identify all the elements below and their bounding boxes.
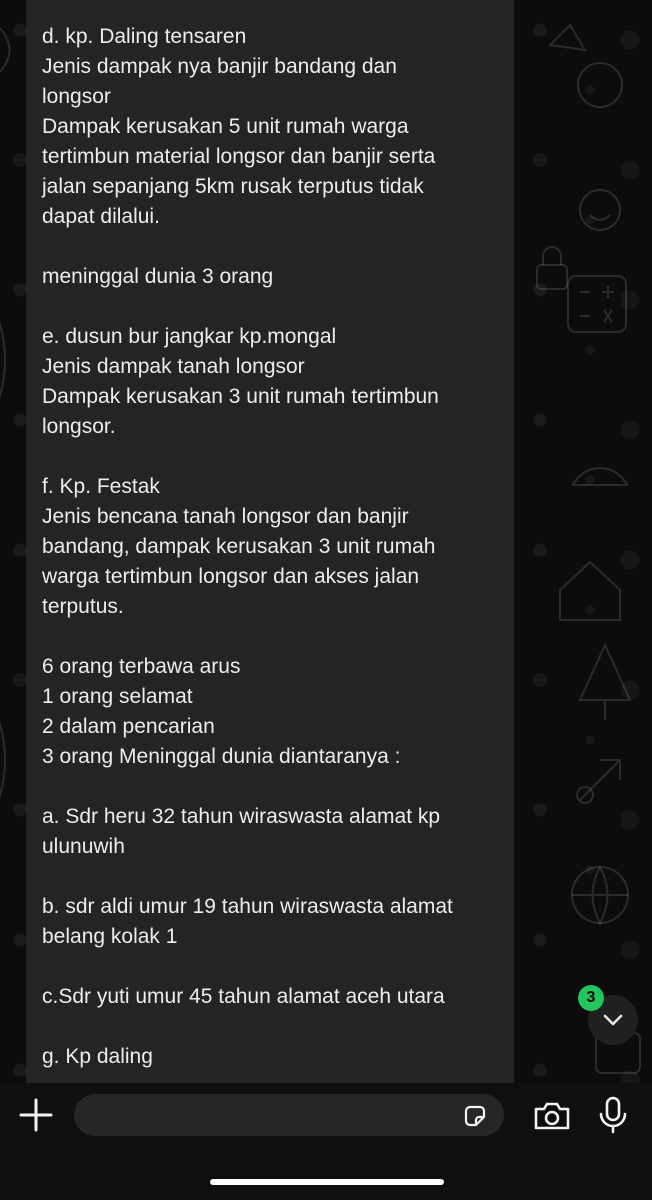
taco-doodle-icon [565,440,635,500]
sticker-icon[interactable] [462,1103,488,1129]
chevron-down-icon [602,1013,624,1027]
plus-icon[interactable] [18,1097,54,1133]
unread-count-badge: 3 [578,985,604,1011]
message-input[interactable] [74,1094,504,1136]
globe-doodle-icon [555,850,645,940]
calculator-doodle-icon [560,270,640,340]
microphone-icon[interactable] [598,1096,628,1134]
message-composer [0,1083,652,1200]
home-indicator [210,1179,444,1185]
house-doodle-icon [545,540,635,630]
doodle-icon [560,170,640,250]
tree-doodle-icon [570,640,640,730]
rocket-doodle-icon [560,740,640,820]
message-text: d. kp. Daling tensaren Jenis dampak nya banjir bandang dan longsor Dampak kerusakan 5 unit rumah warga tertimbun material longsor dan banjir serta jalan sepanjang 5km rusak terputus tidak dapat dilalui. meninggal dunia 3 orang e. dusun bur jangkar kp.mongal Jenis dampak tanah longsor Dampak kerusakan 3 unit rumah tertimbun longsor. f. Kp. Festak Jenis bencana tanah longsor dan banjir bandang, dampak kerusakan 3 unit rumah warga tertimbun longsor dan akses jalan terputus. 6 orang terbawa arus 1 orang selamat 2 dalam pencarian 3 orang Meninggal dunia diantaranya : a. Sdr heru 32 tahun wiraswasta alamat kp ulunuwih b. sdr aldi umur 19 tahun wiraswasta alamat belang kolak 1 c.Sdr yuti umur 45 tahun alamat aceh utara g. Kp daling [42,25,453,1068]
camera-icon[interactable] [532,1100,572,1132]
message-bubble[interactable] [26,0,514,1083]
doodle-icon [530,15,640,125]
